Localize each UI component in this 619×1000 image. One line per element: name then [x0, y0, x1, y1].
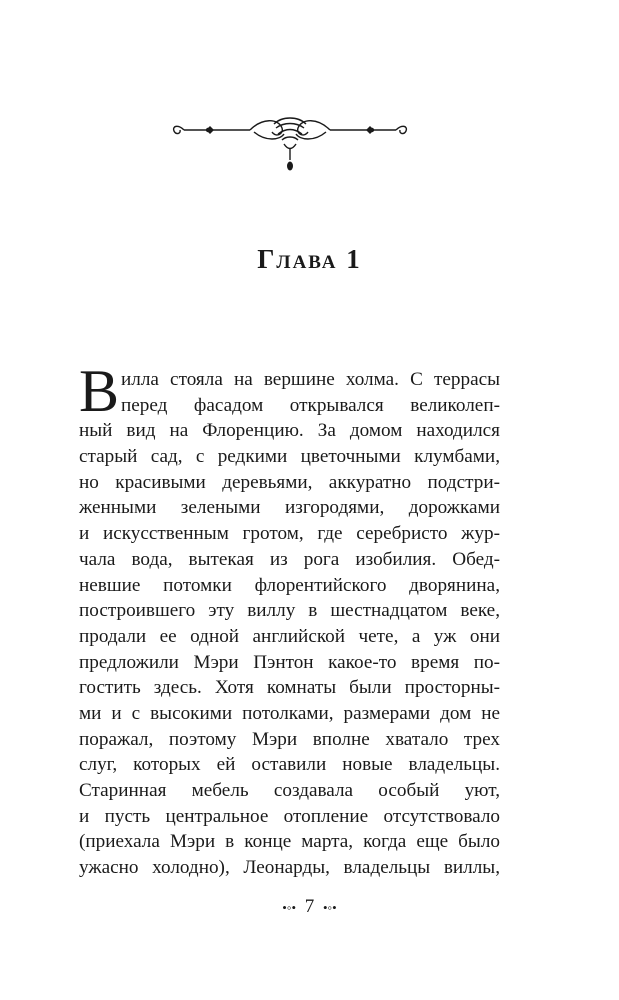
page-number: 7 [304, 896, 315, 917]
text-line: ный вид на Флоренцию. За домом находился [79, 420, 500, 442]
left-ornament-icon: •◦• [282, 899, 296, 915]
text-line: чала вода, вытекая из рога изобилия. Обед- [79, 548, 500, 570]
text-line: перед фасадом открывался великолеп- [121, 394, 500, 416]
chapter-title: Глава 1 [257, 244, 362, 274]
page-footer [0, 896, 619, 918]
text-line: ужасно холодно), Леонарды, владельцы виллы, [79, 857, 500, 879]
chapter-body-text [79, 367, 500, 881]
right-ornament-icon: •◦• [323, 899, 337, 915]
text-line: (приехала Мэри в конце марта, когда еще было [79, 831, 500, 853]
text-line: ми и с высокими потолками, размерами дом не [79, 702, 500, 724]
text-line: предложили Мэри Пэнтон какое-то время по- [79, 651, 500, 673]
text-line: гостить здесь. Хотя комнаты были просторны- [79, 677, 500, 699]
text-line: илла стояла на вершине холма. С террасы [121, 369, 500, 390]
dropcap-letter: В [79, 358, 120, 424]
text-line: слуг, которых ей оставили новые владельцы. [79, 754, 500, 776]
text-line: невшие потомки флорентийского дворянина, [79, 574, 500, 596]
text-line: поражал, поэтому Мэри вполне хватало трех [79, 728, 500, 750]
chapter-ornament-icon [170, 104, 410, 176]
text-line: продали ее одной английской чете, а уж они [79, 625, 500, 647]
text-line: женными зелеными изгородями, дорожками [79, 497, 500, 519]
text-line: и пусть центральное отопление отсутствовало [79, 805, 500, 827]
text-line: Старинная мебель создавала особый уют, [79, 780, 500, 801]
text-line: но красивыми деревьями, аккуратно подстри- [79, 471, 500, 493]
text-line: и искусственным гротом, где серебристо жур- [79, 523, 500, 545]
text-line: построившего эту виллу в шестнадцатом веке, [79, 600, 500, 622]
text-line: старый сад, с редкими цветочными клумбами, [79, 446, 500, 468]
